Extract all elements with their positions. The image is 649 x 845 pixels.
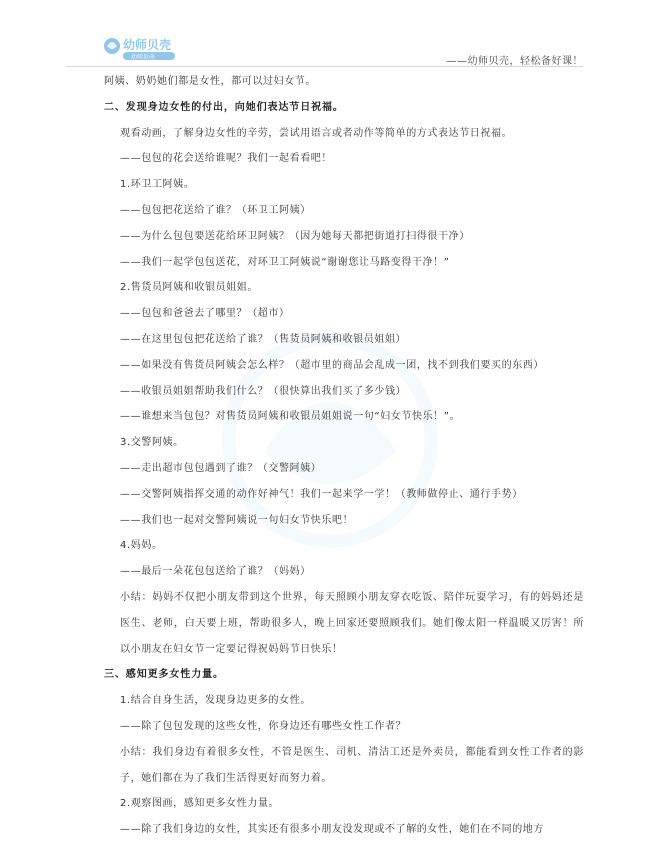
paragraph: ——包包把花送给了谁？（环卫工阿姨） [120, 204, 311, 216]
logo [103, 34, 193, 62]
section-heading: 二、发现身边女性的付出，向她们表达节日祝福。 [104, 101, 344, 113]
logo-subtext: 幼师贝壳 [131, 54, 156, 61]
paragraph: ——交警阿姨指挥交通的动作好神气！我们一起来学一学！（教师做停止、通行手势） [120, 488, 523, 500]
paragraph: 1.结合自身生活，发现身边更多的女性。 [120, 695, 311, 707]
paragraph: 小结：妈妈不仅把小朋友带到这个世界，每天照顾小朋友穿衣吃饭、陪伴玩耍学习，有的妈妈还是医生、老师，白天要上班，帮助很多人，晚上回家还要照顾我们。她们像太阳一样温暖又厉害！所以小朋友在妇女节一定要记得祝妈妈节日快乐！ [120, 591, 584, 655]
paragraph: 阿姨、奶奶她们都是女性，都可以过妇女节。 [104, 76, 316, 87]
paragraph: 4.妈妈。 [120, 540, 163, 552]
paragraph: ——除了我们身边的女性，其实还有很多小朋友没发现或不了解的女性，她们在不同的地方 [120, 824, 544, 836]
paragraph: ——如果没有售货员阿姨会怎么样？（超市里的商品会乱成一团，找不到我们要买的东西） [120, 359, 544, 371]
paragraph: ——包包的花会送给谁呢？我们一起看看吧！ [120, 153, 332, 165]
paragraph: 1.环卫工阿姨。 [120, 179, 195, 191]
paragraph: ——我们也一起对交警阿姨说一句妇女节快乐吧！ [120, 514, 354, 526]
paragraph: 3.交警阿姨。 [120, 437, 184, 449]
paragraph: 小结：我们身边有着很多女性，不管是医生、司机、清洁工还是外卖员，都能看到女性工作者的影子，她们都在为了我们生活得更好而努力着。 [120, 746, 584, 784]
document-body [104, 69, 584, 843]
logo-text: 幼师贝壳 [123, 38, 172, 52]
header-tagline: ——幼师贝壳，轻松备好课！ [446, 56, 583, 67]
paragraph: ——在这里包包把花送给了谁？（售货员阿姨和收银员姐姐） [120, 333, 407, 345]
section-heading: 三、感知更多女性力量。 [104, 669, 224, 681]
paragraph: 观看动画，了解身边女性的辛劳，尝试用语言或者动作等简单的方式表达节日祝福。 [120, 127, 513, 139]
paragraph: ——最后一朵花包包送给了谁？（妈妈） [120, 566, 311, 578]
paragraph: 2.售货员阿姨和收银员姐姐。 [120, 282, 258, 294]
paragraph: 2.观察图画，感知更多女性力量。 [120, 798, 280, 810]
header-divider [66, 66, 583, 67]
paragraph: ——除了包包发现的这些女性，你身边还有哪些女性工作者？ [120, 720, 407, 732]
paragraph: ——收银员姐姐帮助我们什么？（很快算出我们买了多少钱） [120, 385, 407, 397]
paragraph: ——谁想来当包包？对售货员阿姨和收银员姐姐说一句“妇女节快乐！”。 [120, 411, 461, 423]
paragraph: ——走出超市包包遇到了谁？（交警阿姨） [120, 462, 322, 474]
paragraph: ——我们一起学包包送花，对环卫工阿姨说“谢谢您让马路变得干净！” [120, 256, 450, 268]
paragraph: ——为什么包包要送花给环卫阿姨？（因为她每天都把街道打扫得很干净） [120, 230, 470, 242]
paragraph: ——包包和爸爸去了哪里？（超市） [120, 308, 290, 320]
